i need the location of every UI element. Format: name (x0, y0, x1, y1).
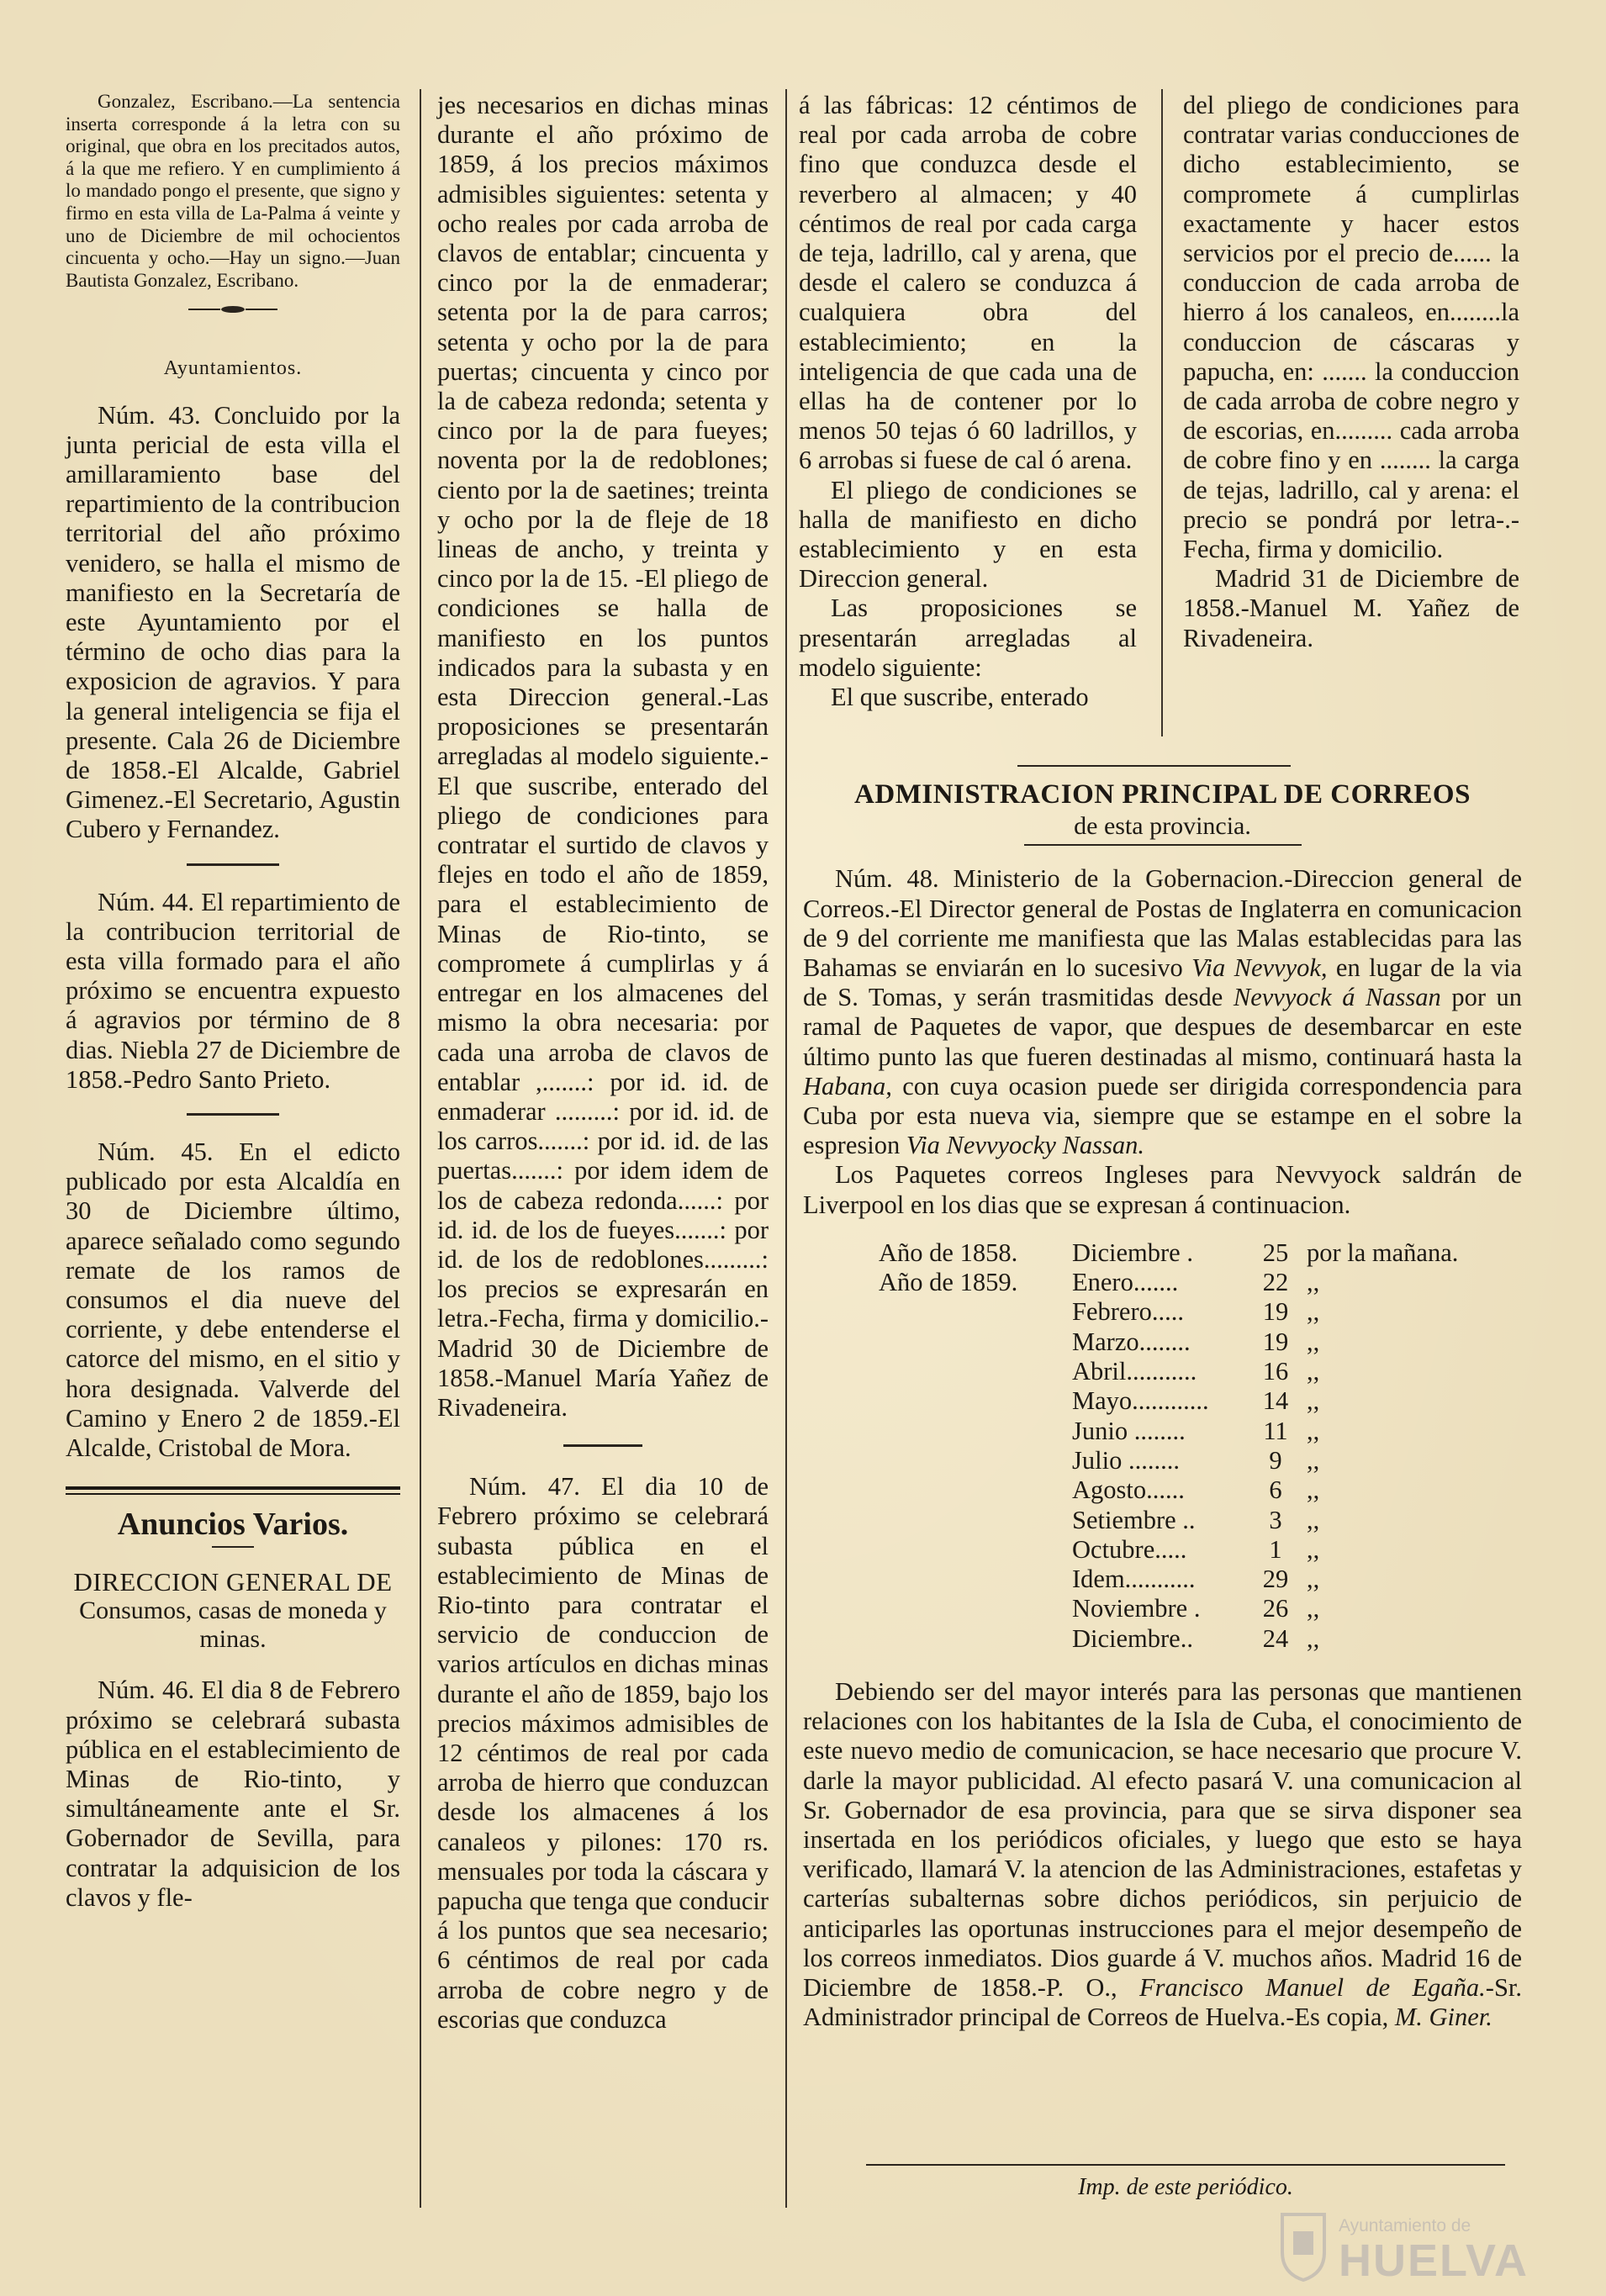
schedule-note: ,, (1307, 1505, 1320, 1534)
schedule-day: 26 (1262, 1594, 1289, 1623)
double-rule (66, 1486, 400, 1495)
schedule-month: Agosto...... (1072, 1475, 1185, 1505)
schedule-month: Octubre..... (1072, 1534, 1187, 1564)
direccion-heading-line1: DIRECCION GENERAL DE (73, 1567, 393, 1597)
schedule-row (879, 1238, 1492, 1268)
schedule-month: Febrero..... (1072, 1297, 1184, 1327)
schedule-note: ,, (1307, 1297, 1320, 1327)
notice-47-continued: á las fábricas: 12 céntimos de real por cada arroba de cobre fino que conduzca desde el reverbero al almacen; y 40 céntimos de real por cada carga de teja, ladrillo, cal y arena, que desde el calero se conduzca á cualquiera obra del establecimiento; en la inteligencia de que cada una de ellas ha de contener por lo menos 50 tejas ó 60 ladrillos, y 6 arrobas si fuese de cal ó arena. (799, 91, 1137, 475)
schedule-row (879, 1624, 1492, 1654)
notice-47-modelo: El que suscribe, enterado (831, 683, 1089, 712)
schedule-day: 9 (1269, 1445, 1282, 1475)
schedule-month: Diciembre.. (1072, 1623, 1193, 1653)
schedule-note: ,, (1307, 1623, 1320, 1653)
schedule-month: Enero....... (1072, 1268, 1179, 1297)
schedule-note: ,, (1307, 1565, 1320, 1594)
watermark-line2: HUELVA (1339, 2235, 1529, 2286)
schedule-month: Julio ........ (1072, 1445, 1180, 1475)
schedule-year (879, 1594, 1072, 1623)
schedule-year (879, 1446, 1072, 1475)
notary-closing-text: Gonzalez, Escribano.—La sentencia inserta corresponde á la letra con su original, que obra en los precitados autos, á la que me refiero. Y en cumplimiento á lo mandado pongo el presente, que signo y firmo en esta villa de La-Palma á veinte y uno de Diciembre de mil ochocientos cincuenta y ocho.—Hay un signo.—Juan Bautista Gonzalez, Escribano. (66, 91, 400, 291)
schedule-year: Año de 1859. (879, 1268, 1018, 1297)
schedule-row (879, 1417, 1492, 1446)
divider (563, 1444, 642, 1447)
schedule-note: ,, (1307, 1327, 1320, 1356)
schedule-month: Idem........... (1072, 1565, 1196, 1594)
schedule-day: 6 (1269, 1475, 1282, 1505)
schedule-day: 24 (1262, 1623, 1289, 1653)
schedule-day: 16 (1262, 1357, 1289, 1386)
column-2 (437, 91, 769, 2035)
direccion-heading-line2: Consumos, casas de moneda y minas. (79, 1597, 387, 1654)
schedule-row (879, 1594, 1492, 1623)
schedule-note: ,, (1307, 1386, 1320, 1416)
watermark-line1: Ayuntamiento de (1339, 2216, 1471, 2235)
direccion-heading (66, 1568, 400, 1654)
schedule-year (879, 1506, 1072, 1535)
notice-48-closing (803, 1677, 1522, 2032)
notice-48-text: en lugar de la via de S. Tomas, y serán trasmitidas desde (803, 953, 1523, 1012)
schedule-month: Noviembre . (1072, 1594, 1201, 1623)
schedule-day: 1 (1269, 1534, 1282, 1564)
schedule-day: 19 (1262, 1327, 1289, 1356)
notice-48-text: por un ramal de Paquetes de vapor, que despues de desembarcar en este último punto las que fueren destinadas al mismo, continuará hasta la (803, 983, 1522, 1071)
schedule-note: ,, (1307, 1475, 1320, 1505)
schedule-table (879, 1238, 1492, 1654)
schedule-row (879, 1268, 1492, 1297)
notice-43: Núm. 43. Concluido por la junta pericial de esta villa el amillaramiento base del repartimiento de la contribucion territorial del año próximo venidero, se halla el mismo de manifiesto en la Secretaría de este Ayuntamiento por el término de ocho dias para la exposicion de agravios. Y para la general inteligencia se fija el presente. Cala 26 de Diciembre de 1858.-El Alcalde, Gabriel Gimenez.-El Secretario, Agustin Cubero y Fernandez. (66, 400, 400, 844)
schedule-year (879, 1475, 1072, 1505)
schedule-note: ,, (1307, 1594, 1320, 1623)
schedule-note: ,, (1307, 1534, 1320, 1564)
schedule-day: 3 (1269, 1505, 1282, 1534)
schedule-month: Diciembre . (1072, 1238, 1193, 1267)
ornament-divider (187, 303, 279, 315)
schedule-day: 19 (1262, 1297, 1289, 1327)
notice-48 (803, 864, 1522, 1160)
imprint: Imp. de este periódico. (1078, 2174, 1293, 2200)
schedule-row (879, 1327, 1492, 1357)
signer-name: Francisco Manuel de Egaña. (1138, 1973, 1486, 2003)
schedule-row (879, 1386, 1492, 1416)
notice-46-continued: jes necesarios en dichas minas durante el año próximo de 1859, á los precios máximos admisibles siguientes: setenta y ocho reales por cada arroba de clavos de entablar; cincuenta y cinco por la de enmaderar; setenta por la de para carros; setenta y ocho por la de para puertas; cincuenta y cinco por la de cabeza redonda; setenta y cinco por la de para fueyes; noventa por la de redoblones; ciento por la de saetines; treinta y ocho por la de fleje de 18 lineas de ancho, y treinta y cinco por la de 15. -El pliego de condiciones se halla de manifiesto en los puntos indicados para la subasta y en esta Direccion general.-Las proposiciones se presentarán arregladas al modelo siguiente.-El que suscribe, enterado del pliego de condiciones para contratar el surtido de clavos y flejes en todo el año de 1859, para el establecimiento de Minas de Rio-tinto, se compromete á cumplirlas y á entregar en los almacenes del mismo la obra necesaria: por cada una arroba de clavos de entablar ,.......: por id. id. de enmaderar .........: por id. id. de los carros.......: por id. id. de las puertas.......: por idem idem de los de cabeza redonda......: por id. id. de los de fueyes.......: por id. de los de redoblones.........: los precios se expresarán en letra.-Fecha, firma y domicilio.-Madrid 30 de Diciembre de 1858.-Manuel María Yañez de Rivadeneira. (437, 91, 769, 1422)
schedule-year (879, 1297, 1072, 1327)
divider (187, 863, 279, 866)
schedule-year: Año de 1858. (879, 1238, 1018, 1267)
notice-46: Núm. 46. El dia 8 de Febrero próximo se celebrará subasta pública en el establecimiento de Minas de Rio-tinto, y simultáneamente ante el Sr. Gobernador de Sevilla, para contratar la adquisicion de los clavos y fle- (66, 1676, 400, 1912)
schedule-day: 22 (1262, 1268, 1289, 1297)
divider (187, 1113, 279, 1116)
column-1 (66, 91, 400, 1913)
notice-45: Núm. 45. En el edicto publicado por esta Alcaldía en 30 de Diciembre último, aparece señalado como segundo remate de los ramos de consumos el dia nueve del corriente, y debe entenderse el catorce del mismo, en el sitio y hora designada. Valverde del Camino y Enero 2 de 1859.-El Alcalde, Cristobal de Mora. (66, 1137, 400, 1463)
notice-47-pliego: El pliego de condiciones se halla de manifiesto en dicho establecimiento y en esta Direccion general. (799, 475, 1137, 594)
column-4 (1183, 91, 1519, 653)
schedule-month: Setiembre .. (1072, 1505, 1196, 1534)
notice-47-modelo-continued: del pliego de condiciones para contratar varias conducciones de dicho establecimiento, se compromete á cumplirlas exactamente y hacer estos servicios por el precio de...... la conduccion de cada arroba de hierro á los canaleos, en........la conduccion de cáscaras y papucha, en: ....... la conduccion de cada arroba de cobre negro y de escorias, en......... cada arroba de cobre fino y en ........ la carga de tejas, ladrillo, cal y arena: el precio se pondrá por letra-.-Fecha, firma y domicilio. (1183, 91, 1519, 564)
via-newyork-nassau: Via Nevvyocky Nassan. (906, 1131, 1144, 1160)
schedule-month: Junio ........ (1072, 1416, 1186, 1445)
schedule-row (879, 1565, 1492, 1594)
schedule-day: 14 (1262, 1386, 1289, 1416)
notice-48-text: Núm. 48. Ministerio de la Gobernacion.-Direccion general de Correos.-El Director general de Postas de Inglaterra en comunicacion de 9 del corriente me manifiesta que las Malas establecidas para las Bahamas se enviarán en lo sucesivo (803, 864, 1522, 983)
schedule-row (879, 1506, 1492, 1535)
divider (212, 1546, 254, 1548)
footer-rule (866, 2164, 1505, 2166)
schedule-note: por la mañana. (1307, 1238, 1459, 1267)
watermark (1271, 2201, 1549, 2285)
closing-text: Debiendo ser del mayor interés para las personas que mantienen relaciones con los habitantes de la Isla de Cuba, el conocimiento de este nuevo medio de comunicacion, se hace necesario que procure V. darle la mayor publicidad. Al efecto pasará V. una comunicacion al Sr. Gobernador de esa provincia, para que se sirva disponer sea insertada en los periódicos oficiales, y luego que esto se haya verificado, llamará V. la atencion de las Administraciones, estafetas y carterías subalternas sobre dichos periódicos, sin perjuicio de anticiparles las oportunas instrucciones para el mejor desempeño de los correos inmediatos. Dios guarde á V. muchos años. Madrid 16 de Diciembre de 1858.-P. O., (803, 1677, 1522, 2003)
signer-name: M. Giner. (1394, 2003, 1492, 2032)
schedule-year (879, 1535, 1072, 1565)
schedule-day: 29 (1262, 1565, 1289, 1594)
column-3 (799, 91, 1137, 712)
schedule-note: ,, (1307, 1445, 1320, 1475)
column-rule (420, 89, 421, 2208)
divider (1024, 844, 1302, 846)
column-rule (1161, 89, 1163, 736)
schedule-day: 11 (1263, 1416, 1288, 1445)
schedule-year (879, 1386, 1072, 1416)
schedule-year (879, 1417, 1072, 1446)
via-nassau: Nevvyock á Nassan (1233, 983, 1441, 1012)
schedule-year (879, 1357, 1072, 1386)
habana: Habana, (803, 1071, 892, 1100)
schedule-day: 25 (1262, 1238, 1289, 1267)
schedule-month: Mayo............ (1072, 1386, 1209, 1416)
column-rule (785, 89, 787, 2208)
schedule-note: ,, (1307, 1268, 1320, 1297)
notice-47-signature: Madrid 31 de Diciembre de 1858.-Manuel M. Yañez de Rivadeneira. (1183, 564, 1519, 652)
notice-44: Núm. 44. El repartimiento de la contribucion territorial de esta villa formado para el año próximo se encuentra expuesto á agravios por término de 8 dias. Niebla 27 de Diciembre de 1858.-Pedro Santo Prieto. (66, 887, 400, 1094)
via-newyork: Via Nevvyok, (1191, 953, 1328, 983)
schedule-month: Marzo........ (1072, 1327, 1191, 1356)
schedule-year (879, 1624, 1072, 1654)
schedule-row (879, 1446, 1492, 1475)
coat-of-arms-icon (1278, 2206, 1329, 2282)
schedule-note: ,, (1307, 1357, 1320, 1386)
schedule-row (879, 1535, 1492, 1565)
correos-title: ADMINISTRACION PRINCIPAL DE CORREOS (854, 779, 1471, 810)
header-rule (1017, 765, 1291, 767)
correos-section (803, 780, 1522, 2032)
schedule-row (879, 1297, 1492, 1327)
schedule-note: ,, (1307, 1416, 1320, 1445)
notice-47: Núm. 47. El dia 10 de Febrero próximo se celebrará subasta pública en el establecimiento de Minas de Rio-tinto para contratar el servicio de conduccion de varios artículos en dichas minas durante el año de 1859, bajo los precios máximos admisibles de 12 céntimos de real por cada arroba de hierro que conduzcan desde los almacenes á los canaleos y pilones: 170 rs. mensuales por toda la cáscara y papucha que tenga que conducir á los puntos que sea necesario; 6 céntimos de real por cada arroba de cobre negro y de escorias que conduzca (437, 1472, 769, 2034)
correos-subtitle: de esta provincia. (1074, 812, 1251, 841)
footer (866, 2164, 1505, 2201)
schedule-row (879, 1357, 1492, 1386)
schedule-year (879, 1565, 1072, 1594)
section-heading-ayuntamientos: Ayuntamientos. (163, 357, 303, 380)
schedule-row (879, 1475, 1492, 1505)
paquetes-text: Los Paquetes correos Ingleses para Nevvyock saldrán de Liverpool en los dias que se expresan á continuacion. (803, 1160, 1522, 1219)
section-heading-anuncios: Anuncios Varios. (117, 1507, 349, 1543)
notice-48-text: con cuya ocasion puede ser dirigida correspondencia para Cuba por esta nueva via, siempre que se estampe en el sobre la espresion (803, 1071, 1522, 1160)
notice-47-proposiciones: Las proposiciones se presentarán arregladas al modelo siguiente: (799, 594, 1137, 682)
schedule-year (879, 1327, 1072, 1357)
closing-text: -Sr. Administrador principal de Correos de Huelva.-Es copia, (803, 1973, 1522, 2032)
schedule-month: Abril........... (1072, 1357, 1197, 1386)
